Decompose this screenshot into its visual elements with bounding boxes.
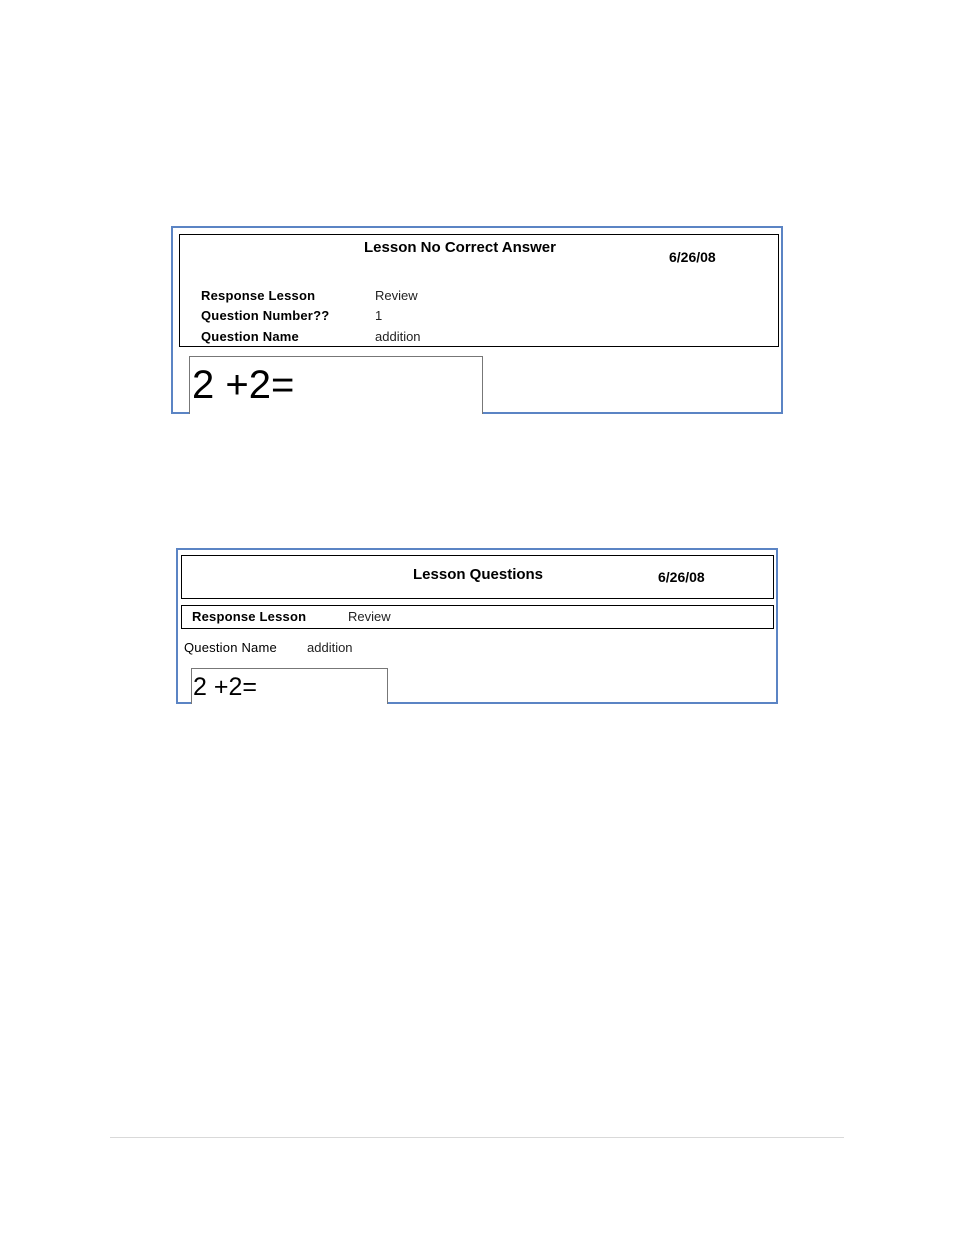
report-title: Lesson Questions xyxy=(413,566,544,583)
report-date: 6/26/08 xyxy=(658,569,705,585)
report-header-box xyxy=(181,555,774,599)
field-label-question-name: Question Name xyxy=(201,329,299,344)
field-label-response-lesson: Response Lesson xyxy=(201,288,316,303)
report-date: 6/26/08 xyxy=(669,249,716,265)
field-label-question-number: Question Number?? xyxy=(201,308,330,323)
response-lesson-row xyxy=(181,605,774,629)
report-header-box xyxy=(179,234,779,347)
report-no-correct-answer xyxy=(171,226,783,414)
field-value-question-number: 1 xyxy=(375,308,383,323)
footer-divider xyxy=(110,1137,844,1138)
question-text-box xyxy=(189,356,483,414)
question-text: 2 +2= xyxy=(192,363,295,407)
field-value-question-name: addition xyxy=(375,329,421,344)
report-title: Lesson No Correct Answer xyxy=(364,239,556,256)
field-value-response-lesson: Review xyxy=(375,288,418,303)
field-label-response-lesson: Response Lesson xyxy=(192,609,307,624)
report-lesson-questions xyxy=(176,548,778,704)
field-value-question-name: addition xyxy=(307,640,353,655)
question-text: 2 +2= xyxy=(193,673,257,701)
field-value-response-lesson: Review xyxy=(348,609,391,624)
question-text-box xyxy=(191,668,388,704)
field-label-question-name: Question Name xyxy=(184,640,277,655)
